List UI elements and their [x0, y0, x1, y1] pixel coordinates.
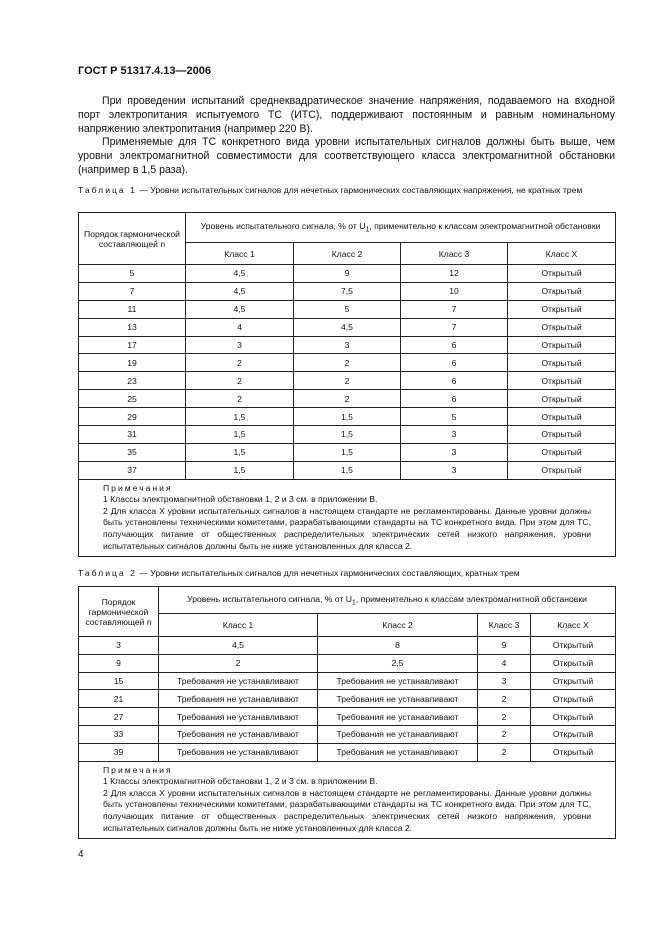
table-cell: Открытый — [508, 372, 616, 390]
table-cell: Открытый — [531, 725, 616, 743]
table-cell: 4 — [478, 654, 531, 672]
table-cell: Требования не устанавливают — [318, 725, 478, 743]
table-cell: 1,5 — [294, 408, 401, 426]
table-row — [79, 426, 616, 444]
table1-level-prefix: Уровень испытательного сигнала, % от U — [200, 221, 366, 232]
table-row — [79, 461, 616, 479]
table-cell: 2 — [294, 372, 401, 390]
table-cell: 2 — [294, 390, 401, 408]
table-cell: Открытый — [508, 336, 616, 354]
table-cell: Открытый — [531, 708, 616, 726]
table2-level-prefix: Уровень испытательного сигнала, % от U — [187, 593, 352, 604]
table1-caption — [78, 184, 615, 196]
table1-class-header: Класс 2 — [294, 243, 401, 265]
table-row — [79, 390, 616, 408]
table-cell: 9 — [478, 637, 531, 655]
table2-order-header: Порядок гармонической составляющей n — [79, 587, 159, 637]
table-cell: 2 — [478, 725, 531, 743]
table-cell: 5 — [294, 300, 401, 318]
table-cell: Открытый — [508, 282, 616, 300]
table-cell: 2 — [159, 654, 318, 672]
table-cell: Открытый — [508, 318, 616, 336]
table-cell: Открытый — [508, 390, 616, 408]
table-cell: 2 — [186, 390, 294, 408]
table-cell: Требования не устанавливают — [159, 743, 318, 761]
table1-level-sub: 1 — [365, 225, 370, 234]
table-cell: 39 — [79, 743, 159, 761]
table-cell: 2 — [478, 708, 531, 726]
table-cell: Открытый — [508, 354, 616, 372]
table-cell: 9 — [79, 654, 159, 672]
table-cell: 5 — [79, 265, 186, 283]
table-cell: 7 — [79, 282, 186, 300]
table1-class-header: Класс 3 — [401, 243, 508, 265]
table-cell: 3 — [401, 461, 508, 479]
table-cell: 4,5 — [159, 637, 318, 655]
table-row — [79, 690, 616, 708]
table-cell: Открытый — [508, 461, 616, 479]
table-cell: 3 — [401, 443, 508, 461]
table-cell: 8 — [318, 637, 478, 655]
table1-level-suffix: , применительно к классам электромагнитной обстановки — [369, 221, 601, 232]
table-cell: 7,5 — [294, 282, 401, 300]
table-row — [79, 336, 616, 354]
table-cell: 25 — [79, 390, 186, 408]
table-cell: 6 — [401, 336, 508, 354]
table-cell: 9 — [294, 265, 401, 283]
table1-note-1: 1 Классы электромагнитной обстановки 1, 2 и 3 см. в приложении В. — [103, 494, 378, 505]
table1-class-header: Класс 1 — [186, 243, 294, 265]
table-cell: Требования не устанавливают — [318, 672, 478, 690]
table-cell: 29 — [79, 408, 186, 426]
table-cell: 31 — [79, 426, 186, 444]
table-row — [79, 372, 616, 390]
table2-caption — [78, 567, 615, 579]
table-cell: 27 — [79, 708, 159, 726]
table-cell: 6 — [401, 390, 508, 408]
table-cell: Требования не устанавливают — [159, 708, 318, 726]
table-cell: 3 — [186, 336, 294, 354]
table2-note-2: 2 Для класса X уровни испытательных сигналов в настоящем стандарте не регламентированы. Данные уровни должны быть установлены техническими комитетами, разрабатывающими стандарты на ТС конкретного вида. При этом для ТС, получающих питание от общественных распределительных электрических сетей низкого напряжения, уровни испытательных сигналов должны быть не ниже установленных для класса 2. — [103, 787, 592, 833]
table-row — [79, 743, 616, 761]
table-cell: 6 — [401, 354, 508, 372]
table-cell: 1,5 — [186, 408, 294, 426]
table-cell: 1,5 — [186, 443, 294, 461]
table-row — [79, 637, 616, 655]
table-cell: 13 — [79, 318, 186, 336]
table-cell: 10 — [401, 282, 508, 300]
table1-note-2: 2 Для класса X уровни испытательных сигналов в настоящем стандарте не регламентированы. Данные уровни должны быть установлены техническими комитетами, разрабатывающими стандарты на ТС конкретного вида. При этом для ТС, получающих питание от общественных распределительных электрических сетей низкого напряжения, уровни испытательных сигналов должны быть не ниже установленных для класса 2. — [103, 505, 592, 551]
table-cell: Открытый — [531, 672, 616, 690]
table-row — [79, 354, 616, 372]
table1-caption-text: — Уровни испытательных сигналов для нечетных гармонических составляющих напряжения, не кратных трем — [136, 185, 583, 195]
table-cell: 3 — [294, 336, 401, 354]
table-cell: 1,5 — [186, 461, 294, 479]
paragraph-1: При проведении испытаний среднеквадратическое значение напряжения, подаваемого на входной порт электропитания испытуемого ТС (ИТС), поддерживают постоянным и равным номинальному напряжению электропитания (например 220 В). — [78, 95, 615, 135]
table-cell: Открытый — [531, 654, 616, 672]
table2-class-header: Класс 2 — [318, 614, 478, 637]
table-row — [79, 443, 616, 461]
table-cell: 3 — [79, 637, 159, 655]
table-cell: Требования не устанавливают — [159, 725, 318, 743]
table-cell: 4,5 — [186, 300, 294, 318]
table-cell: 3 — [478, 672, 531, 690]
table-cell: 2 — [186, 354, 294, 372]
table-cell: 4,5 — [186, 265, 294, 283]
table-cell: Требования не устанавливают — [159, 690, 318, 708]
table-cell: 1,5 — [294, 443, 401, 461]
table-cell: Открытый — [531, 743, 616, 761]
table2-class-header: Класс 1 — [159, 614, 318, 637]
table2-level-header — [159, 587, 616, 614]
table1-label: Таблица 1 — [78, 185, 137, 195]
table-cell: 6 — [401, 372, 508, 390]
table-cell: Открытый — [531, 637, 616, 655]
table-cell: Открытый — [508, 443, 616, 461]
table1-class-header: Класс X — [508, 243, 616, 265]
table-cell: 1,5 — [186, 426, 294, 444]
table1-level-header — [186, 213, 616, 243]
table-row — [79, 282, 616, 300]
table-cell: 7 — [401, 318, 508, 336]
table1 — [78, 212, 616, 557]
table-cell: Требования не устанавливают — [318, 708, 478, 726]
table-cell: 4 — [186, 318, 294, 336]
table2-level-sub: 1 — [351, 598, 356, 607]
table-cell: 2 — [294, 354, 401, 372]
table-cell: Открытый — [531, 690, 616, 708]
table-row — [79, 300, 616, 318]
table-cell: Открытый — [508, 300, 616, 318]
table-cell: Требования не устанавливают — [318, 690, 478, 708]
table-cell: Требования не устанавливают — [318, 743, 478, 761]
table-cell: 2 — [186, 372, 294, 390]
table-cell: 15 — [79, 672, 159, 690]
table1-notes — [79, 479, 616, 557]
table-cell: Открытый — [508, 265, 616, 283]
table-cell: 2,5 — [318, 654, 478, 672]
table-cell: 3 — [401, 426, 508, 444]
table2 — [78, 586, 616, 839]
table1-body — [79, 265, 616, 480]
table-cell: 4,5 — [294, 318, 401, 336]
table-cell: 4,5 — [186, 282, 294, 300]
table-cell: 2 — [478, 690, 531, 708]
table-row — [79, 408, 616, 426]
table-cell: 1,5 — [294, 461, 401, 479]
table2-body — [79, 637, 616, 762]
page-number: 4 — [78, 849, 84, 860]
table-cell: 23 — [79, 372, 186, 390]
table-cell: 19 — [79, 354, 186, 372]
table2-class-header: Класс 3 — [478, 614, 531, 637]
table-cell: 12 — [401, 265, 508, 283]
table-cell: Открытый — [508, 408, 616, 426]
table2-class-header: Класс X — [531, 614, 616, 637]
table2-label: Таблица 2 — [78, 568, 137, 578]
table-row — [79, 265, 616, 283]
table-cell: 17 — [79, 336, 186, 354]
table-cell: Открытый — [508, 426, 616, 444]
table-cell: 11 — [79, 300, 186, 318]
table-cell: 35 — [79, 443, 186, 461]
table-row — [79, 725, 616, 743]
table-row — [79, 654, 616, 672]
table2-level-suffix: , применительно к классам электромагнитной обстановки — [355, 593, 587, 604]
table1-notes-title: Примечания — [103, 482, 173, 493]
paragraph-2: Применяемые для ТС конкретного вида уровни испытательных сигналов должны быть выше, чем уровни электромагнитной совместимости для соответствующего класса электромагнитной обстановки (например в 1,5 раза). — [78, 136, 615, 176]
table-cell: 37 — [79, 461, 186, 479]
table-cell: Требования не устанавливают — [159, 672, 318, 690]
table-row — [79, 708, 616, 726]
table2-caption-text: — Уровни испытательных сигналов для нечетных гармонических составляющих, кратных трем — [136, 568, 520, 578]
table-cell: 2 — [478, 743, 531, 761]
table-row — [79, 672, 616, 690]
table2-notes-title: Примечания — [103, 764, 173, 775]
table2-note-1: 1 Классы электромагнитной обстановки 1, 2 и 3 см. в приложении В. — [103, 776, 378, 787]
table1-order-header: Порядок гармонической составляющей n — [79, 213, 186, 265]
document-header: ГОСТ Р 51317.4.13—2006 — [78, 65, 212, 77]
table-row — [79, 318, 616, 336]
table-cell: 33 — [79, 725, 159, 743]
table-cell: 21 — [79, 690, 159, 708]
table-cell: 5 — [401, 408, 508, 426]
table-cell: 7 — [401, 300, 508, 318]
table-cell: 1,5 — [294, 426, 401, 444]
table2-notes — [79, 761, 616, 839]
